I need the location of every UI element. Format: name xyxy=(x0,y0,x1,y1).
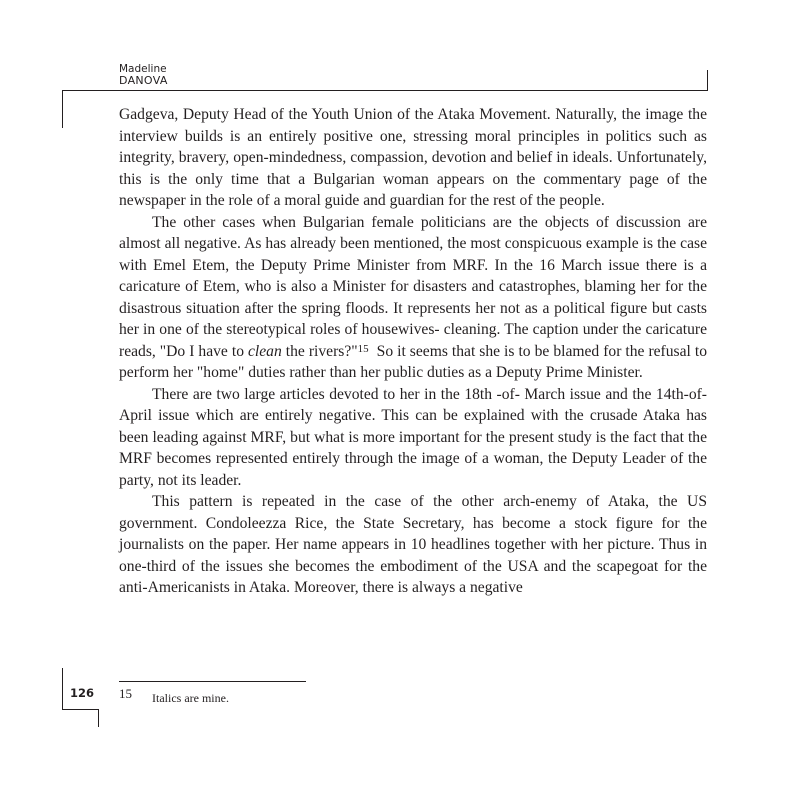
paragraph-4: This pattern is repeated in the case of the other arch-enemy of Ataka, the US government. Condoleezza Rice, the State Secretary, has become a stock figure for the journalists on the paper. Her name appears in 10 headlines together with her picture. Thus in one-third of the issues she becomes the embodiment of the USA and the scapegoat for the anti-Americanists in Ataka. Moreover, there is always a negative xyxy=(119,493,707,596)
footnote-text: Italics are mine. xyxy=(152,691,229,705)
footnote xyxy=(119,686,419,705)
italic-clean: clean xyxy=(248,342,282,360)
header-author-first: Madeline xyxy=(119,63,167,75)
footnote-reference[interactable]: 15 xyxy=(357,342,369,355)
header-rule-horizontal xyxy=(62,90,708,91)
header-rule-right-tick xyxy=(707,70,708,91)
paragraph-2-text-c: So it seems that she is to be blamed for the refusal to perform her "home" duties rather than her public duties as a Deputy Prime Minister. xyxy=(119,342,711,381)
body-text xyxy=(119,104,711,599)
header-author-last: DANOVA xyxy=(119,74,168,87)
footnote-separator xyxy=(119,681,306,682)
footer-rule-horizontal xyxy=(62,709,99,710)
page-number: 126 xyxy=(70,686,95,700)
footer-rule-left-vertical xyxy=(62,668,63,710)
paragraph-2-text-b: the rivers?" xyxy=(281,342,358,360)
paragraph-3: There are two large articles devoted to her in the 18th -of- March issue and the 14th-of- April issue which are entirely negative. This can be explained with the crusade Ataka has been leading against MRF, but what is more important for the present study is the fact that the MRF becomes represented entirely through the image of a woman, the Deputy Leader of the party, not its leader. xyxy=(119,385,707,489)
paragraph-2 xyxy=(119,212,711,384)
footer-rule-right-tick xyxy=(98,709,99,727)
paragraph-1: Gadgeva, Deputy Head of the Youth Union of the Ataka Movement. Naturally, the image the interview builds is an entirely positive one, stressing moral principles in politics such as integrity, bravery, open-mindedness, compassion, devotion and belief in ideals. Unfortunately, this is the only time that a Bulgarian woman appears on the commentary page of the newspaper in the role of a moral guide and guardian for the rest of the people. xyxy=(119,106,707,209)
footnote-number: 15 xyxy=(119,686,132,701)
paragraph-2-text-a: The other cases when Bulgarian female politicians are the objects of discussion are almost all negative. As has already been mentioned, the most conspicuous example is the case with Emel Etem, the Deputy Prime Minister from MRF. In the 16 March issue there is a caricature of Etem, who is also a Minister for disasters and catastrophes, blaming her for the disastrous situation after the spring floods. It represents her not as a political figure but casts her in one of the stereotypical roles of housewives- cleaning. The caption under the caricature reads, "Do I have to xyxy=(119,213,707,360)
header-rule-left-tick xyxy=(62,90,63,128)
